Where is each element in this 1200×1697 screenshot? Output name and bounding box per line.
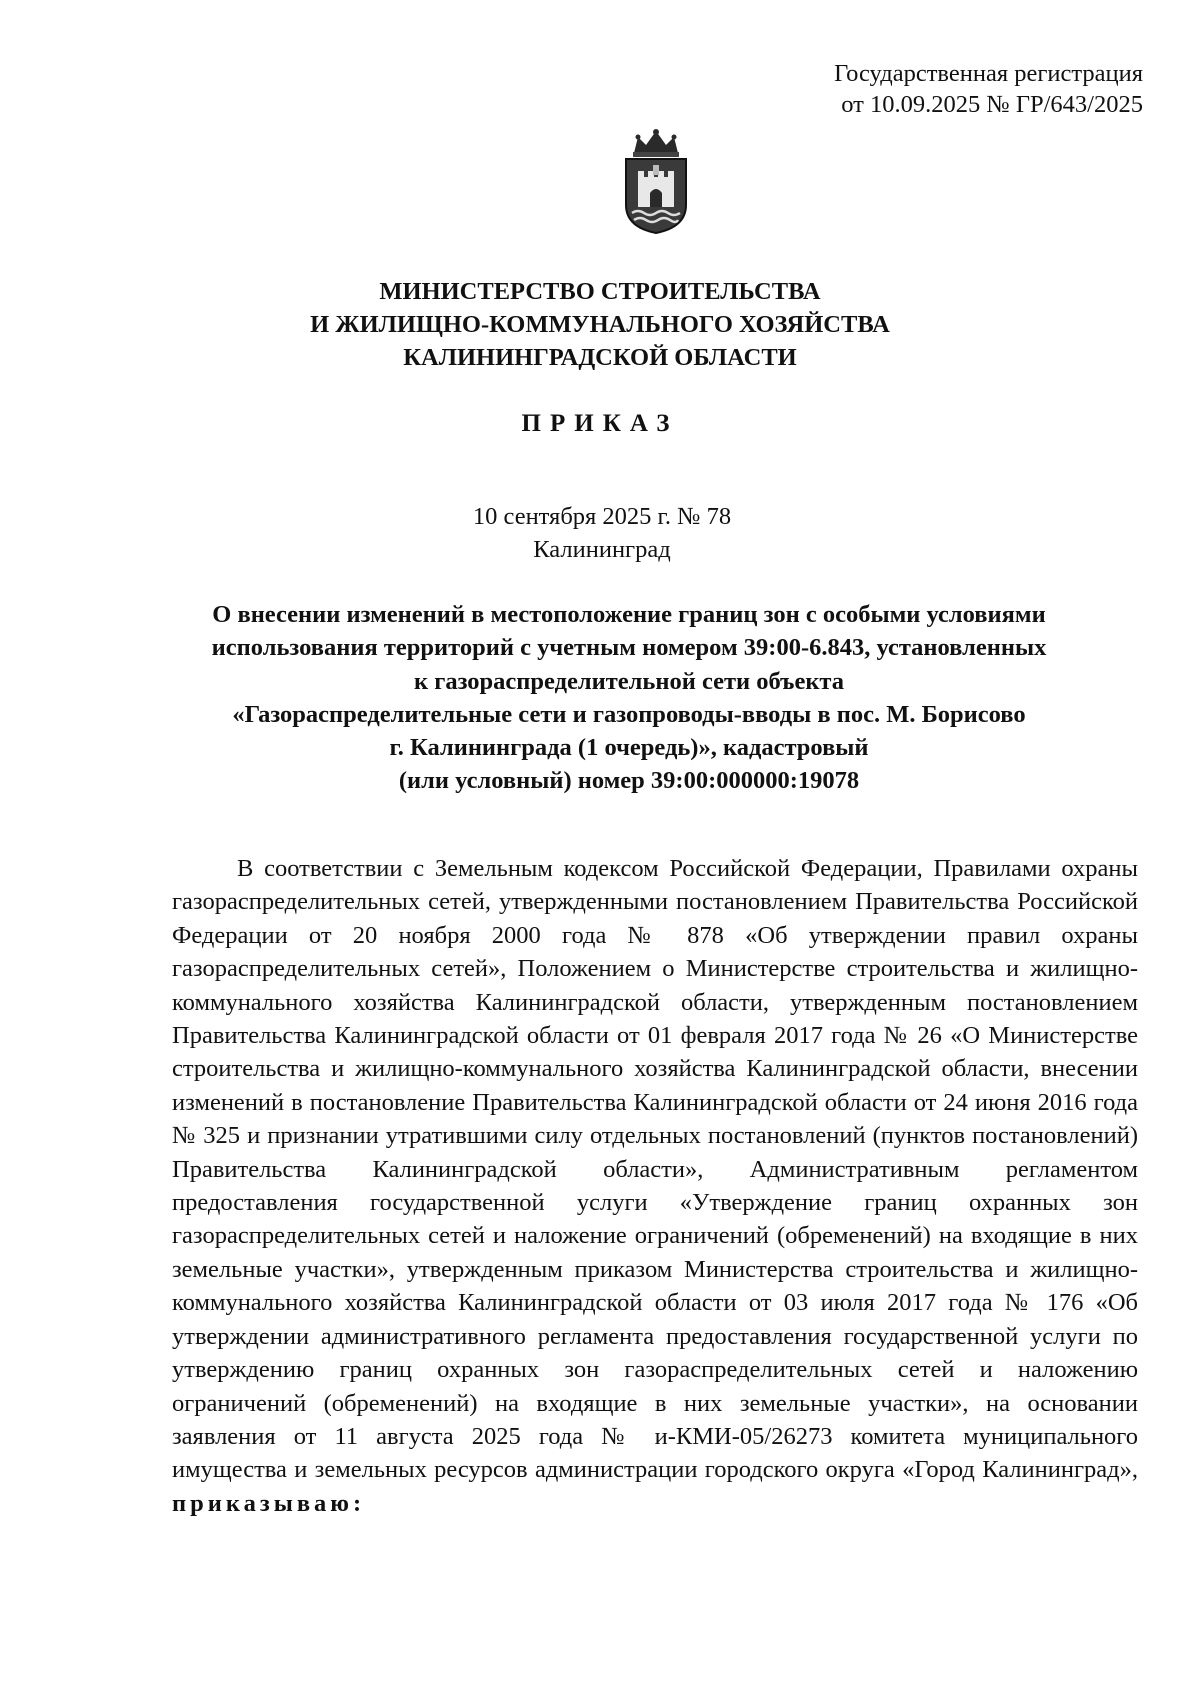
registration-stamp (834, 58, 1143, 120)
subject-line-5: г. Калининграда (1 очередь)», кадастровый (389, 734, 869, 762)
subject-line-6: (или условный) номер 39:00:000000:19078 (398, 767, 860, 795)
document-date-number: 10 сентября 2025 г. № 78 (472, 503, 732, 530)
subject-line-1: О внесении изменений в местоположение границ зон с особыми условиями (212, 601, 1046, 628)
ministry-line-3: КАЛИНИНГРАДСКОЙ ОБЛАСТИ (403, 344, 797, 371)
document-city: Калининград (533, 536, 671, 563)
body-paragraph (172, 852, 1138, 1520)
orders-word: приказываю: (172, 1489, 366, 1517)
ministry-line-1: МИНИСТЕРСТВО СТРОИТЕЛЬСТВА (379, 278, 821, 305)
registration-line-1: Государственная регистрация (834, 60, 1143, 87)
subject-line-2: использования территорий с учетным номером 39:00-6.843, установленных (211, 634, 1047, 662)
subject-line-3: к газораспределительной сети объекта (413, 667, 845, 695)
ministry-title (0, 275, 1200, 374)
document-date-block (0, 500, 1200, 566)
kaliningrad-coat-of-arms-icon (616, 127, 696, 235)
subject-line-4: «Газораспределительные сети и газопроводы-вводы в пос. М. Борисово (232, 700, 1026, 728)
document-subject (140, 598, 1118, 798)
registration-line-2: от 10.09.2025 № ГР/643/2025 (841, 91, 1143, 118)
body-paragraph-text: В соответствии с Земельным кодексом Российской Федерации, Правилами охраны газораспределительных сетей, утвержденными постановлением Правительства Российской Федерации от 20 ноября 2000 года № 878 «Об утверждении правил охраны газораспределительных сетей», Положением о Министерстве строительства и жилищно-коммунального хозяйства Калининградской области, утвержденным постановлением Правительства Калининградской области от 01 февраля 2017 года № 26 «О Министерстве строительства и жилищно-коммунального хозяйства Калининградской области, внесении изменений в постановление Правительства Калининградской области от 24 июня 2016 года № 325 и признании утратившими силу отдельных постановлений (пунктов постановлений) Правительства Калининградской области», Административным регламентом предоставления государственной услуги «Утверждение границ охранных зон газораспределительных сетей и наложение ограничений (обременений) на входящие в них земельные участки», утвержденным приказом Министерства строительства и жилищно-коммунального хозяйства Калининградской области от 03 июля 2017 года № 176 «Об утверждении административного регламента предоставления государственной услуги по утверждению границ охранных зон газораспределительных сетей и наложению ограничений (обременений) на входящие в них земельные участки», на основании заявления от 11 августа 2025 года № и-КМИ-05/26273 комитета муниципального имущества и земельных ресурсов администрации городского округа «Город Калининград», (172, 855, 1138, 1484)
document-type: ПРИКАЗ (521, 410, 679, 437)
ministry-line-2: И ЖИЛИЩНО-КОММУНАЛЬНОГО ХОЗЯЙСТВА (310, 311, 890, 338)
